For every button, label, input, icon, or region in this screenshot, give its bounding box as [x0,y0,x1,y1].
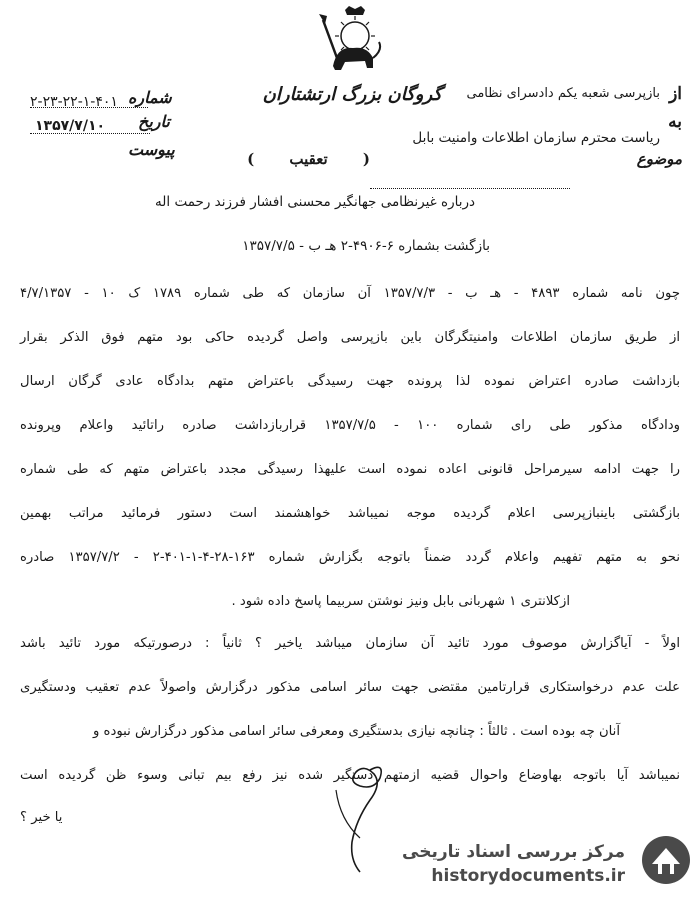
date-underline [30,133,150,134]
watermark [395,830,695,892]
number-label: شماره [128,88,172,107]
body-line: بازداشت صادره اعتراض نموده لذا پرونده جهت رسیدگی باعتراض متهم بدادگاه عادی گرگان ارسال [20,374,680,389]
date-label: تاریخ [138,112,170,131]
body-line: نحو به متهم تفهیم واعلام گردد ضمناً باتوجه بگزارش شماره ۱۶۳-۲۸-۴-۱-۴۰۱-۲ - ۱۳۵۷/۷/۲ صادره [20,550,680,565]
body-line: علت عدم درخواستکاری قرارتامین مقتضی جهت سائر اسامی مذکور درگزارش واصولاً عدم تعقیب ودستگیری [20,680,680,695]
body-line: یا خیر ؟ [20,810,63,825]
body-line: آنان چه بوده است . ثالثاً : چنانچه نیازی بدستگیری ومعرفی سائر اسامی مذکور درگزارش نبوده و [93,724,620,739]
subject-label: موضوع [636,150,682,168]
to-label: به [668,112,682,132]
body-line: ازکلانتری ۱ شهربانی بابل ونیز نوشتن سربیما پاسخ داده شود . [231,594,570,609]
body-line: از طریق سازمان اطلاعات وامنیتگرگان باین بازپرسی واصل گردیده حاکی بود متهم فوق الذکر بقرار [20,330,680,345]
body-line: ودادگاه مذکور طی رای شماره ۱۰۰ - ۱۳۵۷/۷/۵ قراربازداشت صادره راتائید واعلام وپرونده [20,418,680,433]
reference-line: بازگشت بشماره ۶-۴۹۰۶-۲ هـ ب - ۱۳۵۷/۷/۵ [242,238,490,254]
attachment-label: پیوست [128,140,175,159]
to-text: ریاست محترم سازمان اطلاعات وامنیت بابل [412,130,660,146]
body-line: بازگشتی باینبازپرسی اعلام گردیده موجه نمیباشد خواهشمند است دستور فرمائید مراتب بهمین [20,506,680,521]
regarding-line: درباره غیرنظامی جهانگیر محسنی افشار فرزند رحمت اله [155,194,475,210]
body-line: را جهت ادامه سیرمراحل قانونی اعاده نموده است علیهذا رسیدگی مجدد باعتراض متهم که طی شماره [20,462,680,477]
watermark-url: historydocuments.ir [431,866,625,886]
number-value: ۲-۲۳-۲۲-۱-۴۰۱ [30,94,118,110]
regarding-separator [370,188,570,189]
body-line: نمیباشد آیا باتوجه بهاوضاع واحوال قضیه ازمتهم دستگیر شده نیز رفع بیم تبانی وسوء ظن گردیده است [20,768,680,783]
archive-logo-icon [640,834,692,886]
subject-text: ( تعقیب ) [247,150,370,168]
date-value: ۱۳۵۷/۷/۱۰ [35,118,106,134]
number-underline [30,107,148,108]
from-label: از [669,84,682,104]
body-line: چون نامه شماره ۴۸۹۳ - هـ ب - ۱۳۵۷/۷/۳ آن سازمان که طی شماره ۱۷۸۹ ک ۱۰ - ۴/۷/۱۳۵۷ [20,286,680,301]
lion-and-sun-emblem [315,6,385,78]
watermark-title: مرکز بررسی اسناد تاریخی [402,842,625,862]
from-text: بازپرسی شعبه یکم دادسرای نظامی [466,86,660,101]
body-line: اولاً - آیاگزارش موصوف مورد تائید آن سازمان میباشد یاخیر ؟ ثانیاً : درصورتیکه مورد تائید باشد [20,636,680,651]
from-organization: گروگان بزرگ ارتشتاران [262,84,442,105]
